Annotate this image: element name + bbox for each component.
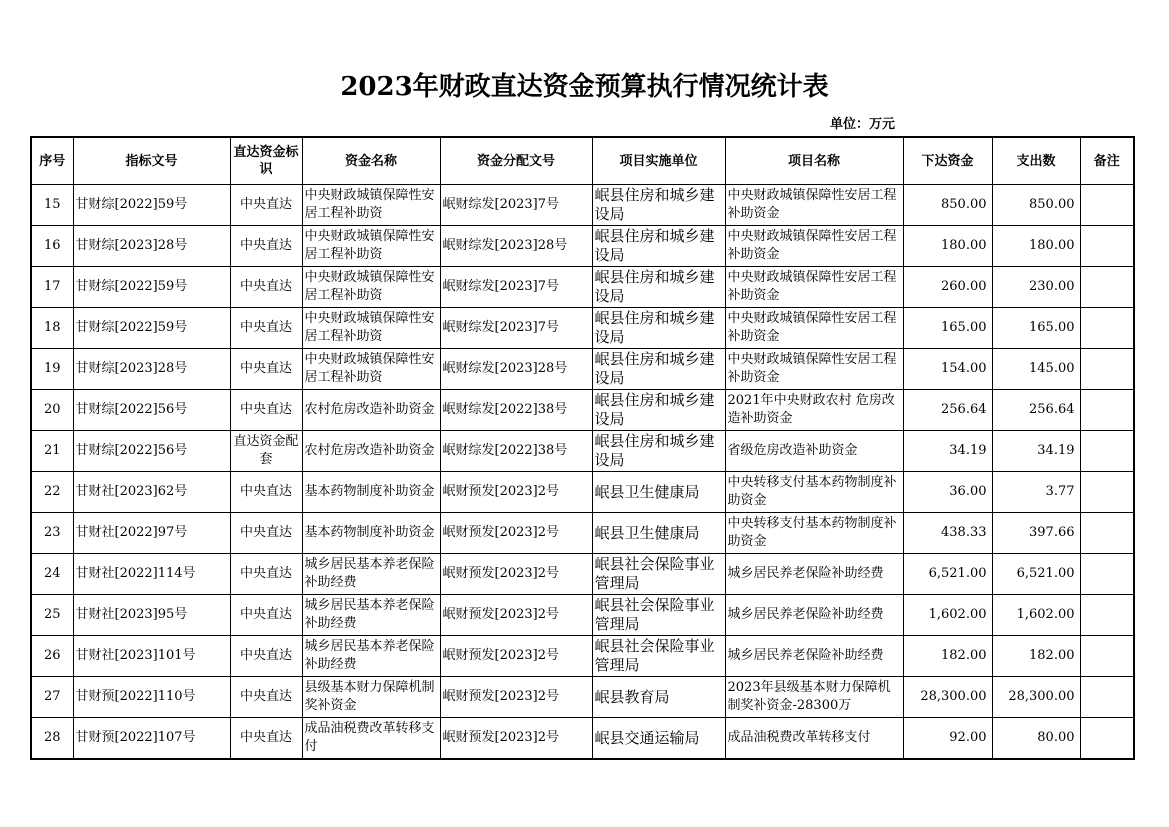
note-cell	[1080, 554, 1134, 595]
spent-amount-cell: 28,300.00	[992, 677, 1080, 718]
project-name-cell: 中央转移支付基本药物制度补助资金	[725, 472, 903, 513]
unit-label: 单位：万元	[829, 117, 895, 132]
alloc-doc-cell: 岷财预发[2023]2号	[440, 513, 592, 554]
table-row	[31, 513, 1134, 554]
table-row	[31, 226, 1134, 267]
fund-name-cell: 中央财政城镇保障性安居工程补助资	[302, 267, 440, 308]
header-row	[31, 137, 1134, 185]
note-cell	[1080, 595, 1134, 636]
table-row	[31, 431, 1134, 472]
fund-mark-cell: 中央直达	[230, 390, 302, 431]
table-row	[31, 636, 1134, 677]
issued-amount-cell: 154.00	[903, 349, 992, 390]
fund-name-cell: 中央财政城镇保障性安居工程补助资	[302, 308, 440, 349]
note-cell	[1080, 677, 1134, 718]
spent-amount-cell: 3.77	[992, 472, 1080, 513]
row-number-cell: 22	[31, 472, 73, 513]
row-number-cell: 24	[31, 554, 73, 595]
doc-number-cell: 甘财预[2022]107号	[73, 718, 230, 760]
fund-mark-cell: 中央直达	[230, 185, 302, 226]
row-number-cell: 16	[31, 226, 73, 267]
fund-mark-cell: 中央直达	[230, 472, 302, 513]
fund-name-cell: 城乡居民基本养老保险补助经费	[302, 636, 440, 677]
doc-number-cell: 甘财综[2023]28号	[73, 226, 230, 267]
doc-number-cell: 甘财社[2022]114号	[73, 554, 230, 595]
fund-mark-cell: 中央直达	[230, 554, 302, 595]
project-name-cell: 中央财政城镇保障性安居工程补助资金	[725, 267, 903, 308]
project-name-cell: 城乡居民养老保险补助经费	[725, 636, 903, 677]
spent-amount-cell: 34.19	[992, 431, 1080, 472]
fund-mark-cell: 中央直达	[230, 718, 302, 760]
row-number-cell: 17	[31, 267, 73, 308]
project-name-cell: 中央转移支付基本药物制度补助资金	[725, 513, 903, 554]
fund-mark-cell: 中央直达	[230, 226, 302, 267]
row-number-cell: 21	[31, 431, 73, 472]
fund-name-cell: 农村危房改造补助资金	[302, 431, 440, 472]
fund-name-cell: 中央财政城镇保障性安居工程补助资	[302, 349, 440, 390]
table-row	[31, 349, 1134, 390]
fund-name-cell: 城乡居民基本养老保险补助经费	[302, 554, 440, 595]
issued-amount-cell: 256.64	[903, 390, 992, 431]
project-name-cell: 2023年县级基本财力保障机制奖补资金-28300万	[725, 677, 903, 718]
table-row	[31, 308, 1134, 349]
table-row	[31, 472, 1134, 513]
impl-unit-cell: 岷县社会保险事业管理局	[592, 636, 725, 677]
fund-mark-cell: 直达资金配套	[230, 431, 302, 472]
fund-name-cell: 中央财政城镇保障性安居工程补助资	[302, 185, 440, 226]
impl-unit-cell: 岷县卫生健康局	[592, 513, 725, 554]
header-mark: 直达资金标识	[230, 137, 302, 185]
doc-number-cell: 甘财综[2022]56号	[73, 431, 230, 472]
row-number-cell: 27	[31, 677, 73, 718]
alloc-doc-cell: 岷财预发[2023]2号	[440, 554, 592, 595]
issued-amount-cell: 850.00	[903, 185, 992, 226]
impl-unit-cell: 岷县住房和城乡建设局	[592, 349, 725, 390]
budget-table	[30, 136, 1135, 760]
impl-unit-cell: 岷县卫生健康局	[592, 472, 725, 513]
note-cell	[1080, 226, 1134, 267]
issued-amount-cell: 180.00	[903, 226, 992, 267]
header-note: 备注	[1080, 137, 1134, 185]
project-name-cell: 2021年中央财政农村 危房改造补助资金	[725, 390, 903, 431]
alloc-doc-cell: 岷财综发[2023]28号	[440, 226, 592, 267]
spent-amount-cell: 1,602.00	[992, 595, 1080, 636]
issued-amount-cell: 165.00	[903, 308, 992, 349]
spent-amount-cell: 80.00	[992, 718, 1080, 760]
alloc-doc-cell: 岷财综发[2022]38号	[440, 390, 592, 431]
fund-name-cell: 城乡居民基本养老保险补助经费	[302, 595, 440, 636]
spent-amount-cell: 6,521.00	[992, 554, 1080, 595]
issued-amount-cell: 6,521.00	[903, 554, 992, 595]
fund-name-cell: 基本药物制度补助资金	[302, 513, 440, 554]
note-cell	[1080, 431, 1134, 472]
spent-amount-cell: 397.66	[992, 513, 1080, 554]
project-name-cell: 中央财政城镇保障性安居工程补助资金	[725, 185, 903, 226]
issued-amount-cell: 260.00	[903, 267, 992, 308]
project-name-cell: 省级危房改造补助资金	[725, 431, 903, 472]
row-number-cell: 25	[31, 595, 73, 636]
alloc-doc-cell: 岷财综发[2023]28号	[440, 349, 592, 390]
spent-amount-cell: 256.64	[992, 390, 1080, 431]
note-cell	[1080, 718, 1134, 760]
doc-number-cell: 甘财社[2022]97号	[73, 513, 230, 554]
fund-mark-cell: 中央直达	[230, 513, 302, 554]
row-number-cell: 20	[31, 390, 73, 431]
issued-amount-cell: 92.00	[903, 718, 992, 760]
note-cell	[1080, 636, 1134, 677]
doc-number-cell: 甘财综[2022]59号	[73, 308, 230, 349]
issued-amount-cell: 28,300.00	[903, 677, 992, 718]
doc-number-cell: 甘财预[2022]110号	[73, 677, 230, 718]
header-doc: 指标文号	[73, 137, 230, 185]
row-number-cell: 26	[31, 636, 73, 677]
row-number-cell: 18	[31, 308, 73, 349]
table-row	[31, 267, 1134, 308]
header-issued: 下达资金	[903, 137, 992, 185]
fund-mark-cell: 中央直达	[230, 267, 302, 308]
table-row	[31, 554, 1134, 595]
fund-name-cell: 基本药物制度补助资金	[302, 472, 440, 513]
doc-number-cell: 甘财社[2023]62号	[73, 472, 230, 513]
alloc-doc-cell: 岷财预发[2023]2号	[440, 472, 592, 513]
alloc-doc-cell: 岷财综发[2023]7号	[440, 308, 592, 349]
spent-amount-cell: 145.00	[992, 349, 1080, 390]
note-cell	[1080, 513, 1134, 554]
row-number-cell: 28	[31, 718, 73, 760]
note-cell	[1080, 267, 1134, 308]
header-fund: 资金名称	[302, 137, 440, 185]
fund-mark-cell: 中央直达	[230, 595, 302, 636]
spent-amount-cell: 230.00	[992, 267, 1080, 308]
doc-number-cell: 甘财综[2023]28号	[73, 349, 230, 390]
issued-amount-cell: 182.00	[903, 636, 992, 677]
project-name-cell: 中央财政城镇保障性安居工程补助资金	[725, 349, 903, 390]
note-cell	[1080, 349, 1134, 390]
doc-number-cell: 甘财社[2023]95号	[73, 595, 230, 636]
fund-name-cell: 县级基本财力保障机制奖补资金	[302, 677, 440, 718]
impl-unit-cell: 岷县社会保险事业管理局	[592, 595, 725, 636]
alloc-doc-cell: 岷财综发[2023]7号	[440, 185, 592, 226]
header-spent: 支出数	[992, 137, 1080, 185]
row-number-cell: 15	[31, 185, 73, 226]
fund-mark-cell: 中央直达	[230, 636, 302, 677]
doc-number-cell: 甘财综[2022]56号	[73, 390, 230, 431]
issued-amount-cell: 36.00	[903, 472, 992, 513]
doc-number-cell: 甘财社[2023]101号	[73, 636, 230, 677]
header-project: 项目名称	[725, 137, 903, 185]
fund-name-cell: 成品油税费改革转移支付	[302, 718, 440, 760]
doc-number-cell: 甘财综[2022]59号	[73, 267, 230, 308]
project-name-cell: 城乡居民养老保险补助经费	[725, 554, 903, 595]
project-name-cell: 成品油税费改革转移支付	[725, 718, 903, 760]
alloc-doc-cell: 岷财综发[2022]38号	[440, 431, 592, 472]
alloc-doc-cell: 岷财预发[2023]2号	[440, 677, 592, 718]
alloc-doc-cell: 岷财预发[2023]2号	[440, 718, 592, 760]
project-name-cell: 城乡居民养老保险补助经费	[725, 595, 903, 636]
alloc-doc-cell: 岷财预发[2023]2号	[440, 636, 592, 677]
impl-unit-cell: 岷县住房和城乡建设局	[592, 185, 725, 226]
impl-unit-cell: 岷县住房和城乡建设局	[592, 226, 725, 267]
impl-unit-cell: 岷县住房和城乡建设局	[592, 267, 725, 308]
alloc-doc-cell: 岷财综发[2023]7号	[440, 267, 592, 308]
page-title: 2023年财政直达资金预算执行情况统计表	[340, 72, 829, 102]
project-name-cell: 中央财政城镇保障性安居工程补助资金	[725, 226, 903, 267]
impl-unit-cell: 岷县住房和城乡建设局	[592, 431, 725, 472]
spent-amount-cell: 850.00	[992, 185, 1080, 226]
issued-amount-cell: 34.19	[903, 431, 992, 472]
impl-unit-cell: 岷县住房和城乡建设局	[592, 390, 725, 431]
header-alloc: 资金分配文号	[440, 137, 592, 185]
fund-name-cell: 中央财政城镇保障性安居工程补助资	[302, 226, 440, 267]
impl-unit-cell: 岷县教育局	[592, 677, 725, 718]
note-cell	[1080, 308, 1134, 349]
doc-number-cell: 甘财综[2022]59号	[73, 185, 230, 226]
note-cell	[1080, 390, 1134, 431]
table-row	[31, 185, 1134, 226]
fund-mark-cell: 中央直达	[230, 677, 302, 718]
table-row	[31, 718, 1134, 760]
impl-unit-cell: 岷县住房和城乡建设局	[592, 308, 725, 349]
impl-unit-cell: 岷县交通运输局	[592, 718, 725, 760]
table-row	[31, 677, 1134, 718]
issued-amount-cell: 1,602.00	[903, 595, 992, 636]
table-row	[31, 390, 1134, 431]
fund-mark-cell: 中央直达	[230, 308, 302, 349]
alloc-doc-cell: 岷财预发[2023]2号	[440, 595, 592, 636]
project-name-cell: 中央财政城镇保障性安居工程补助资金	[725, 308, 903, 349]
spent-amount-cell: 182.00	[992, 636, 1080, 677]
fund-mark-cell: 中央直达	[230, 349, 302, 390]
note-cell	[1080, 185, 1134, 226]
fund-name-cell: 农村危房改造补助资金	[302, 390, 440, 431]
header-unit: 项目实施单位	[592, 137, 725, 185]
spent-amount-cell: 165.00	[992, 308, 1080, 349]
table-row	[31, 595, 1134, 636]
spent-amount-cell: 180.00	[992, 226, 1080, 267]
note-cell	[1080, 472, 1134, 513]
header-no: 序号	[31, 137, 73, 185]
row-number-cell: 19	[31, 349, 73, 390]
issued-amount-cell: 438.33	[903, 513, 992, 554]
impl-unit-cell: 岷县社会保险事业管理局	[592, 554, 725, 595]
row-number-cell: 23	[31, 513, 73, 554]
